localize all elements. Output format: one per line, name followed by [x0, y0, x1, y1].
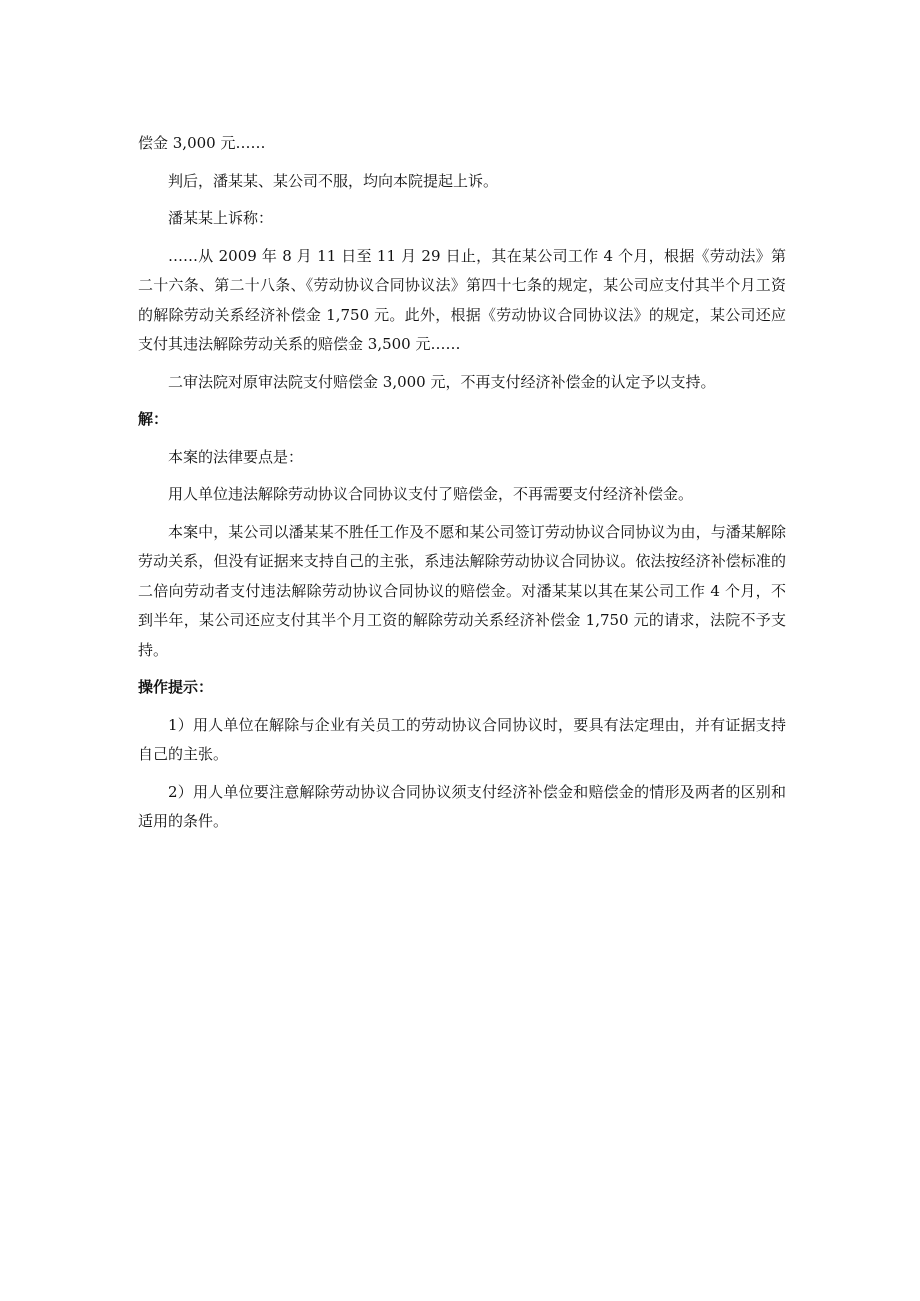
paragraph-second-instance: 二审法院对原审法院支付赔偿金 3,000 元，不再支付经济补偿金的认定予以支持。	[168, 372, 716, 391]
tip-item-2: 2）用人单位要注意解除劳动协议合同协议须支付经济补偿金和赔偿金的情形及两者的区别和适用的条件。	[138, 782, 786, 830]
paragraph-appeal-body: ……从 2009 年 8 月 11 日至 11 月 29 日止，其在某公司工作 4 个月，根据《劳动法》第二十六条、第二十八条、《劳动协议合同协议法》第四十七条的规定，某公司应支付其半个月工资的解除劳动关系经济补偿金 1,750 元。此外，根据《劳动协议合同协议法》的规定，某公司还应支付其违法解除劳动关系的赔偿金 3,500 元……	[138, 246, 786, 353]
paragraph-continuation: 偿金 3,000 元……	[138, 134, 266, 152]
paragraph-judgment: 判后，潘某某、某公司不服，均向本院提起上诉。	[168, 171, 499, 190]
paragraph-analysis: 本案中，某公司以潘某某不胜任工作及不愿和某公司签订劳动协议合同协议为由，与潘某解除劳动关系，但没有证据来支持自己的主张，系违法解除劳动协议合同协议。依法按经济补偿标准的二倍向劳动者支付违法解除劳动协议合同协议的赔偿金。对潘某某以其在某公司工作 4 个月，不到半年，某公司还应支付其半个月工资的解除劳动关系经济补偿金 1,750 元的请求，法院不予支持。	[138, 522, 786, 659]
paragraph-key-point: 用人单位违法解除劳动协议合同协议支付了赔偿金，不再需要支付经济补偿金。	[168, 485, 694, 503]
tip-item-1: 1）用人单位在解除与企业有关员工的劳动协议合同协议时，要具有法定理由，并有证据支持自己的主张。	[138, 715, 786, 763]
heading-answer: 解：	[138, 410, 169, 428]
document-page	[138, 129, 786, 837]
paragraph-appeal-intro: 潘某某上诉称：	[168, 209, 274, 227]
paragraph-key-points-intro: 本案的法律要点是：	[168, 447, 304, 466]
heading-tips: 操作提示：	[138, 678, 214, 696]
